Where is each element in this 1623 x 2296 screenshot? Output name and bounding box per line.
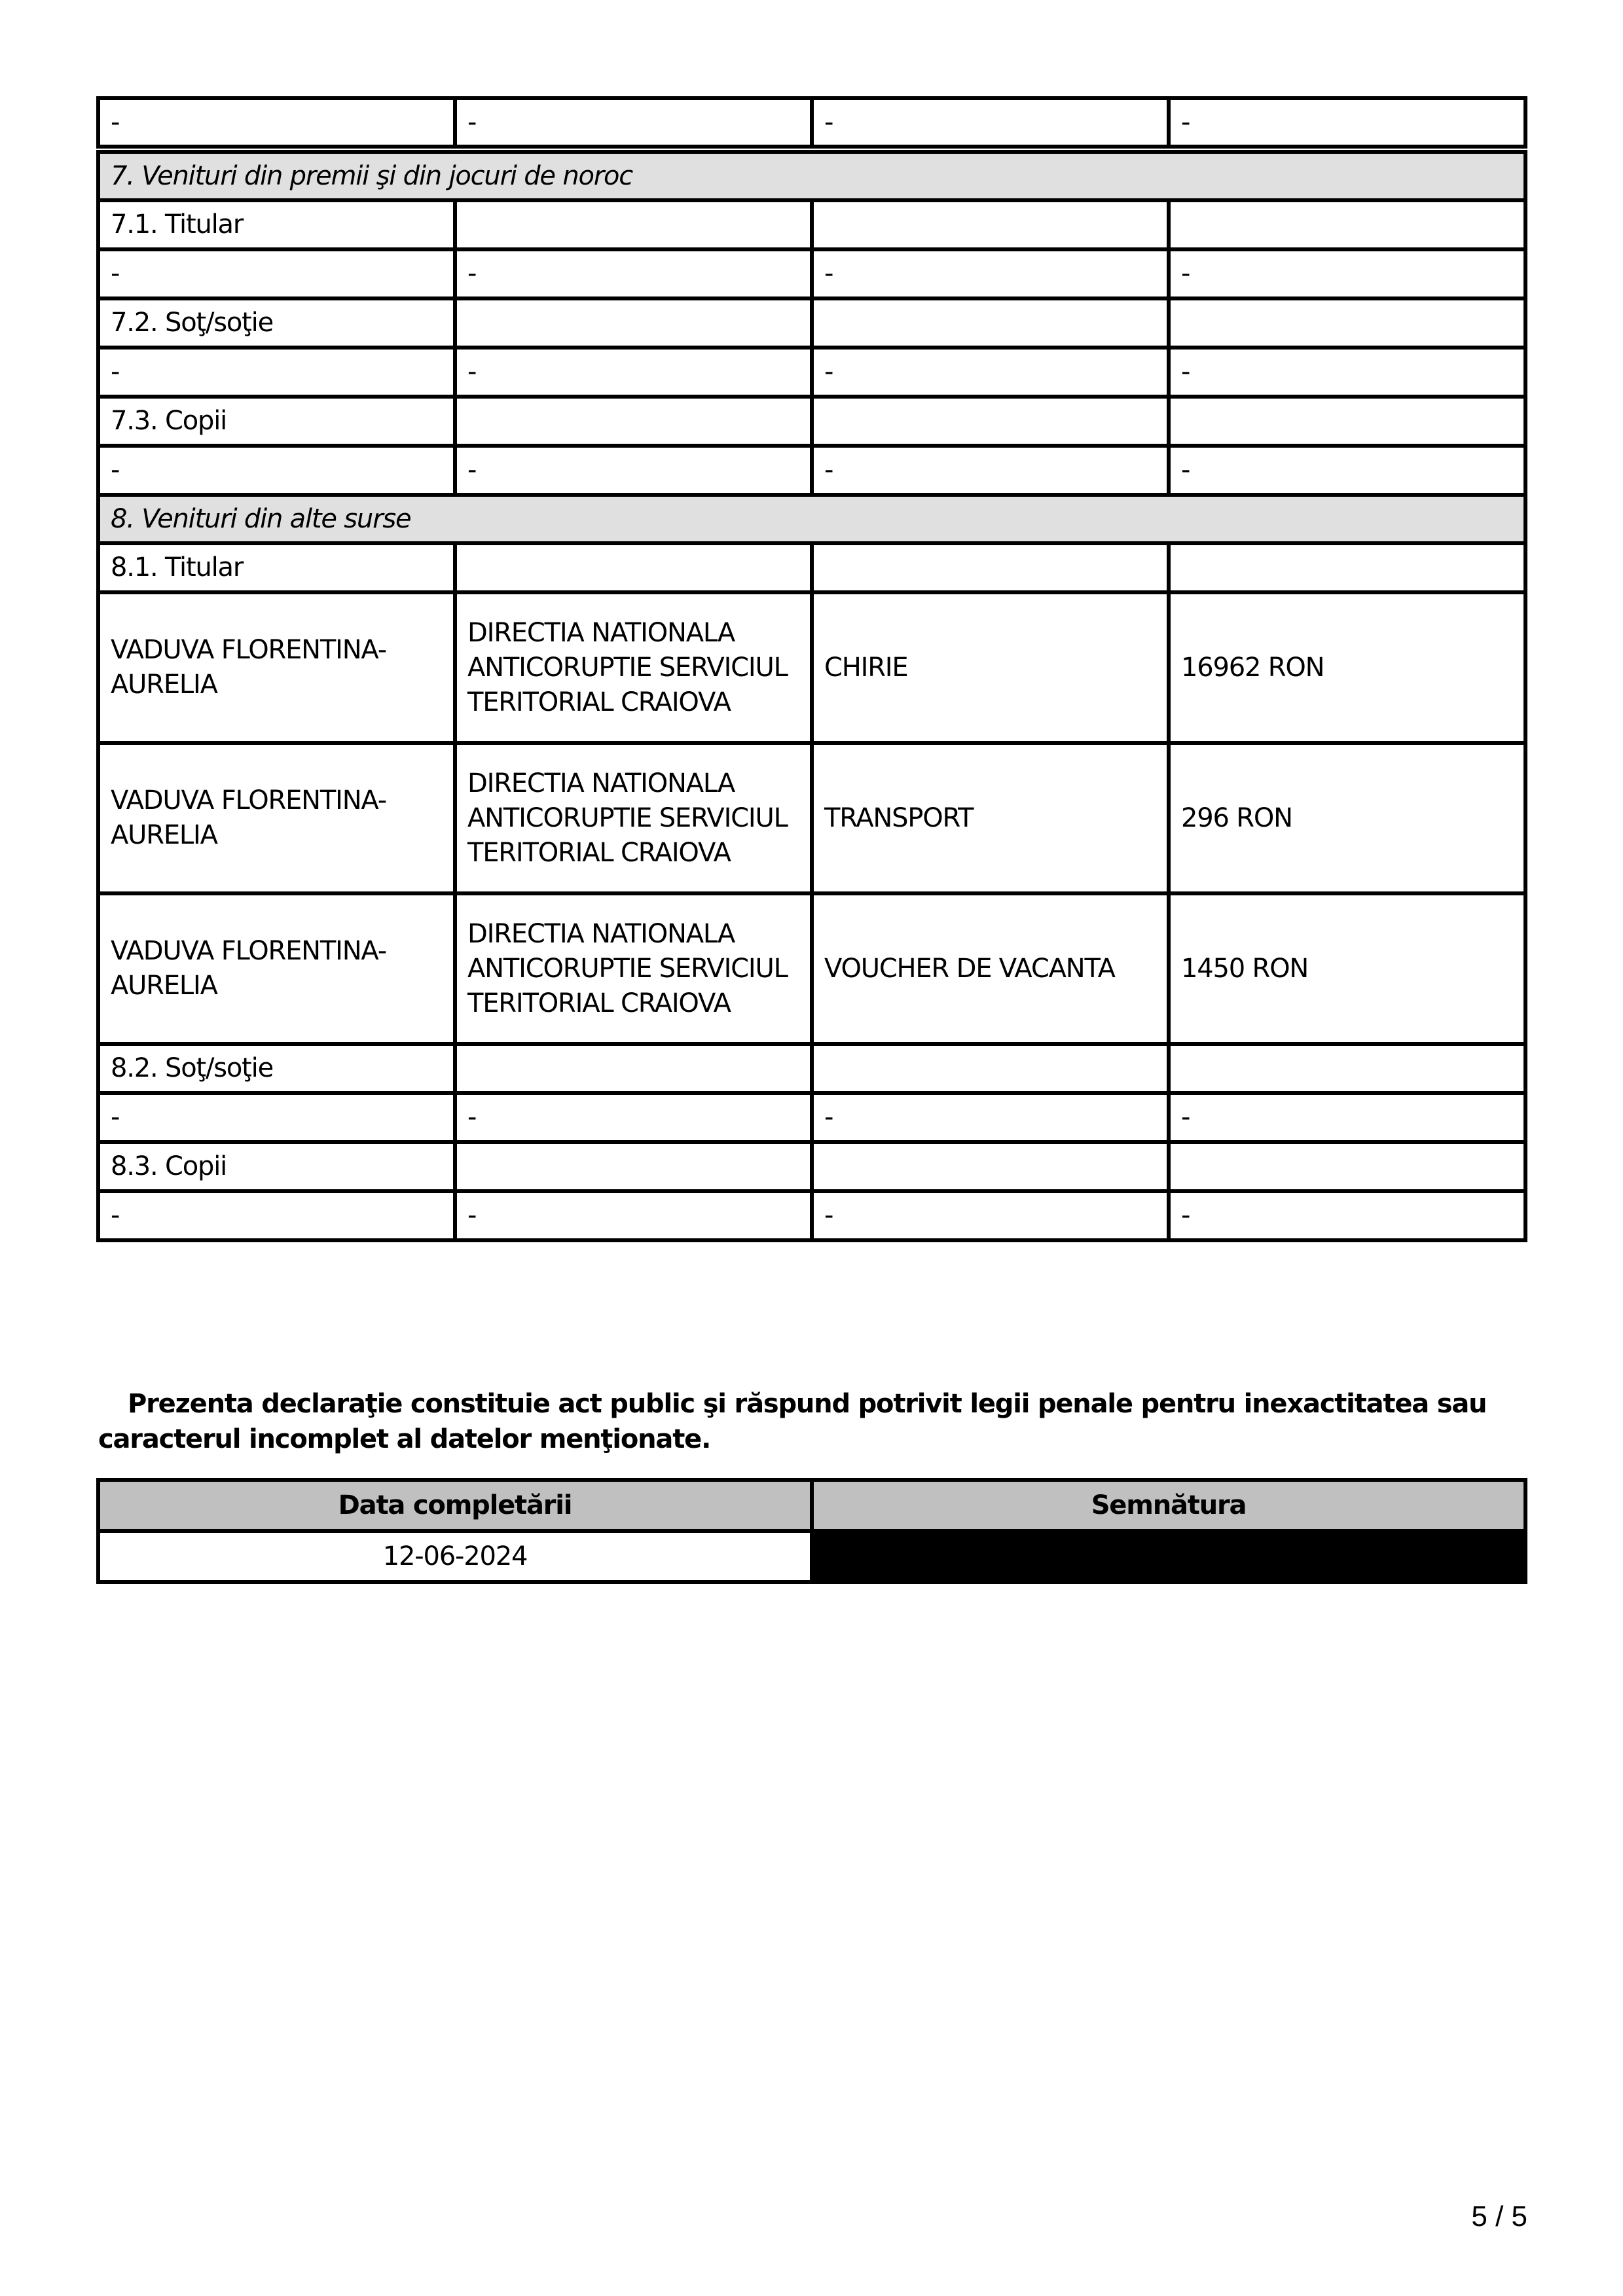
table-cell: - <box>1169 348 1525 397</box>
section-title: 7. Venituri din premii şi din jocuri de noroc <box>98 152 1525 200</box>
table-row <box>98 1093 1525 1142</box>
beneficiary-cell: VADUVA FLORENTINA-AURELIA <box>98 893 455 1044</box>
continuation-table <box>96 96 1527 149</box>
table-cell: - <box>98 446 455 495</box>
table-cell <box>812 1044 1169 1093</box>
group-label: 8.3. Copii <box>98 1142 455 1191</box>
table-cell <box>1169 397 1525 446</box>
table-cell <box>455 298 812 348</box>
table-row <box>98 592 1525 743</box>
table-row <box>98 98 1525 147</box>
group-label: 7.1. Titular <box>98 200 455 249</box>
group-label-row <box>98 1142 1525 1191</box>
group-label: 8.2. Soţ/soţie <box>98 1044 455 1093</box>
table-cell: - <box>1169 446 1525 495</box>
table-cell: - <box>98 348 455 397</box>
table-cell <box>812 397 1169 446</box>
table-cell: - <box>812 446 1169 495</box>
group-label: 7.3. Copii <box>98 397 455 446</box>
income-table <box>96 150 1527 1242</box>
section-title: 8. Venituri din alte surse <box>98 495 1525 543</box>
table-cell <box>1169 543 1525 592</box>
section-header-row <box>98 152 1525 200</box>
source-cell: DIRECTIA NATIONALA ANTICORUPTIE SERVICIUL TERITORIAL CRAIOVA <box>455 743 812 893</box>
table-cell: - <box>1169 249 1525 298</box>
signature-table <box>96 1478 1527 1584</box>
table-cell <box>1169 298 1525 348</box>
table-row <box>98 446 1525 495</box>
group-label: 7.2. Soţ/soţie <box>98 298 455 348</box>
table-cell: - <box>1169 1093 1525 1142</box>
table-cell: - <box>455 98 812 147</box>
service-cell: TRANSPORT <box>812 743 1169 893</box>
table-cell <box>455 397 812 446</box>
group-label: 8.1. Titular <box>98 543 455 592</box>
beneficiary-cell: VADUVA FLORENTINA-AURELIA <box>98 743 455 893</box>
amount-cell: 296 RON <box>1169 743 1525 893</box>
service-cell: CHIRIE <box>812 592 1169 743</box>
signature-redacted <box>812 1531 1525 1582</box>
table-cell: - <box>455 249 812 298</box>
table-cell: - <box>455 1093 812 1142</box>
table-cell <box>455 1044 812 1093</box>
amount-cell: 16962 RON <box>1169 592 1525 743</box>
page-number: 5 / 5 <box>1471 2200 1527 2233</box>
table-cell <box>812 200 1169 249</box>
table-cell: - <box>98 1191 455 1240</box>
group-label-row <box>98 1044 1525 1093</box>
signature-header: Semnătura <box>812 1480 1525 1531</box>
table-cell: - <box>812 348 1169 397</box>
signature-value-row <box>98 1531 1525 1582</box>
table-cell <box>455 1142 812 1191</box>
section-header-row <box>98 495 1525 543</box>
table-cell <box>812 298 1169 348</box>
table-cell <box>455 200 812 249</box>
signature-header-row <box>98 1480 1525 1531</box>
table-row <box>98 348 1525 397</box>
table-cell: - <box>812 98 1169 147</box>
table-cell <box>812 543 1169 592</box>
table-cell <box>1169 1044 1525 1093</box>
beneficiary-cell: VADUVA FLORENTINA-AURELIA <box>98 592 455 743</box>
legal-statement: Prezenta declaraţie constituie act public şi răspund potrivit legii penale pentru inexactitatea sau caracterul incomplet al datelor menţionate. <box>98 1389 1487 1454</box>
table-cell: - <box>98 249 455 298</box>
source-cell: DIRECTIA NATIONALA ANTICORUPTIE SERVICIUL TERITORIAL CRAIOVA <box>455 592 812 743</box>
table-cell: - <box>812 1093 1169 1142</box>
table-cell <box>812 1142 1169 1191</box>
table-row <box>98 743 1525 893</box>
table-cell: - <box>812 249 1169 298</box>
table-cell: - <box>455 446 812 495</box>
table-cell: - <box>98 98 455 147</box>
table-cell: - <box>1169 98 1525 147</box>
table-cell: - <box>98 1093 455 1142</box>
completion-date: 12-06-2024 <box>98 1531 812 1582</box>
table-cell <box>1169 1142 1525 1191</box>
table-row <box>98 1191 1525 1240</box>
group-label-row <box>98 397 1525 446</box>
table-cell <box>455 543 812 592</box>
table-cell: - <box>812 1191 1169 1240</box>
group-label-row <box>98 298 1525 348</box>
amount-cell: 1450 RON <box>1169 893 1525 1044</box>
date-header: Data completării <box>98 1480 812 1531</box>
group-label-row <box>98 200 1525 249</box>
table-cell: - <box>1169 1191 1525 1240</box>
group-label-row <box>98 543 1525 592</box>
table-cell: - <box>455 348 812 397</box>
table-cell <box>1169 200 1525 249</box>
table-row <box>98 249 1525 298</box>
table-cell: - <box>455 1191 812 1240</box>
source-cell: DIRECTIA NATIONALA ANTICORUPTIE SERVICIUL TERITORIAL CRAIOVA <box>455 893 812 1044</box>
service-cell: VOUCHER DE VACANTA <box>812 893 1169 1044</box>
table-row <box>98 893 1525 1044</box>
